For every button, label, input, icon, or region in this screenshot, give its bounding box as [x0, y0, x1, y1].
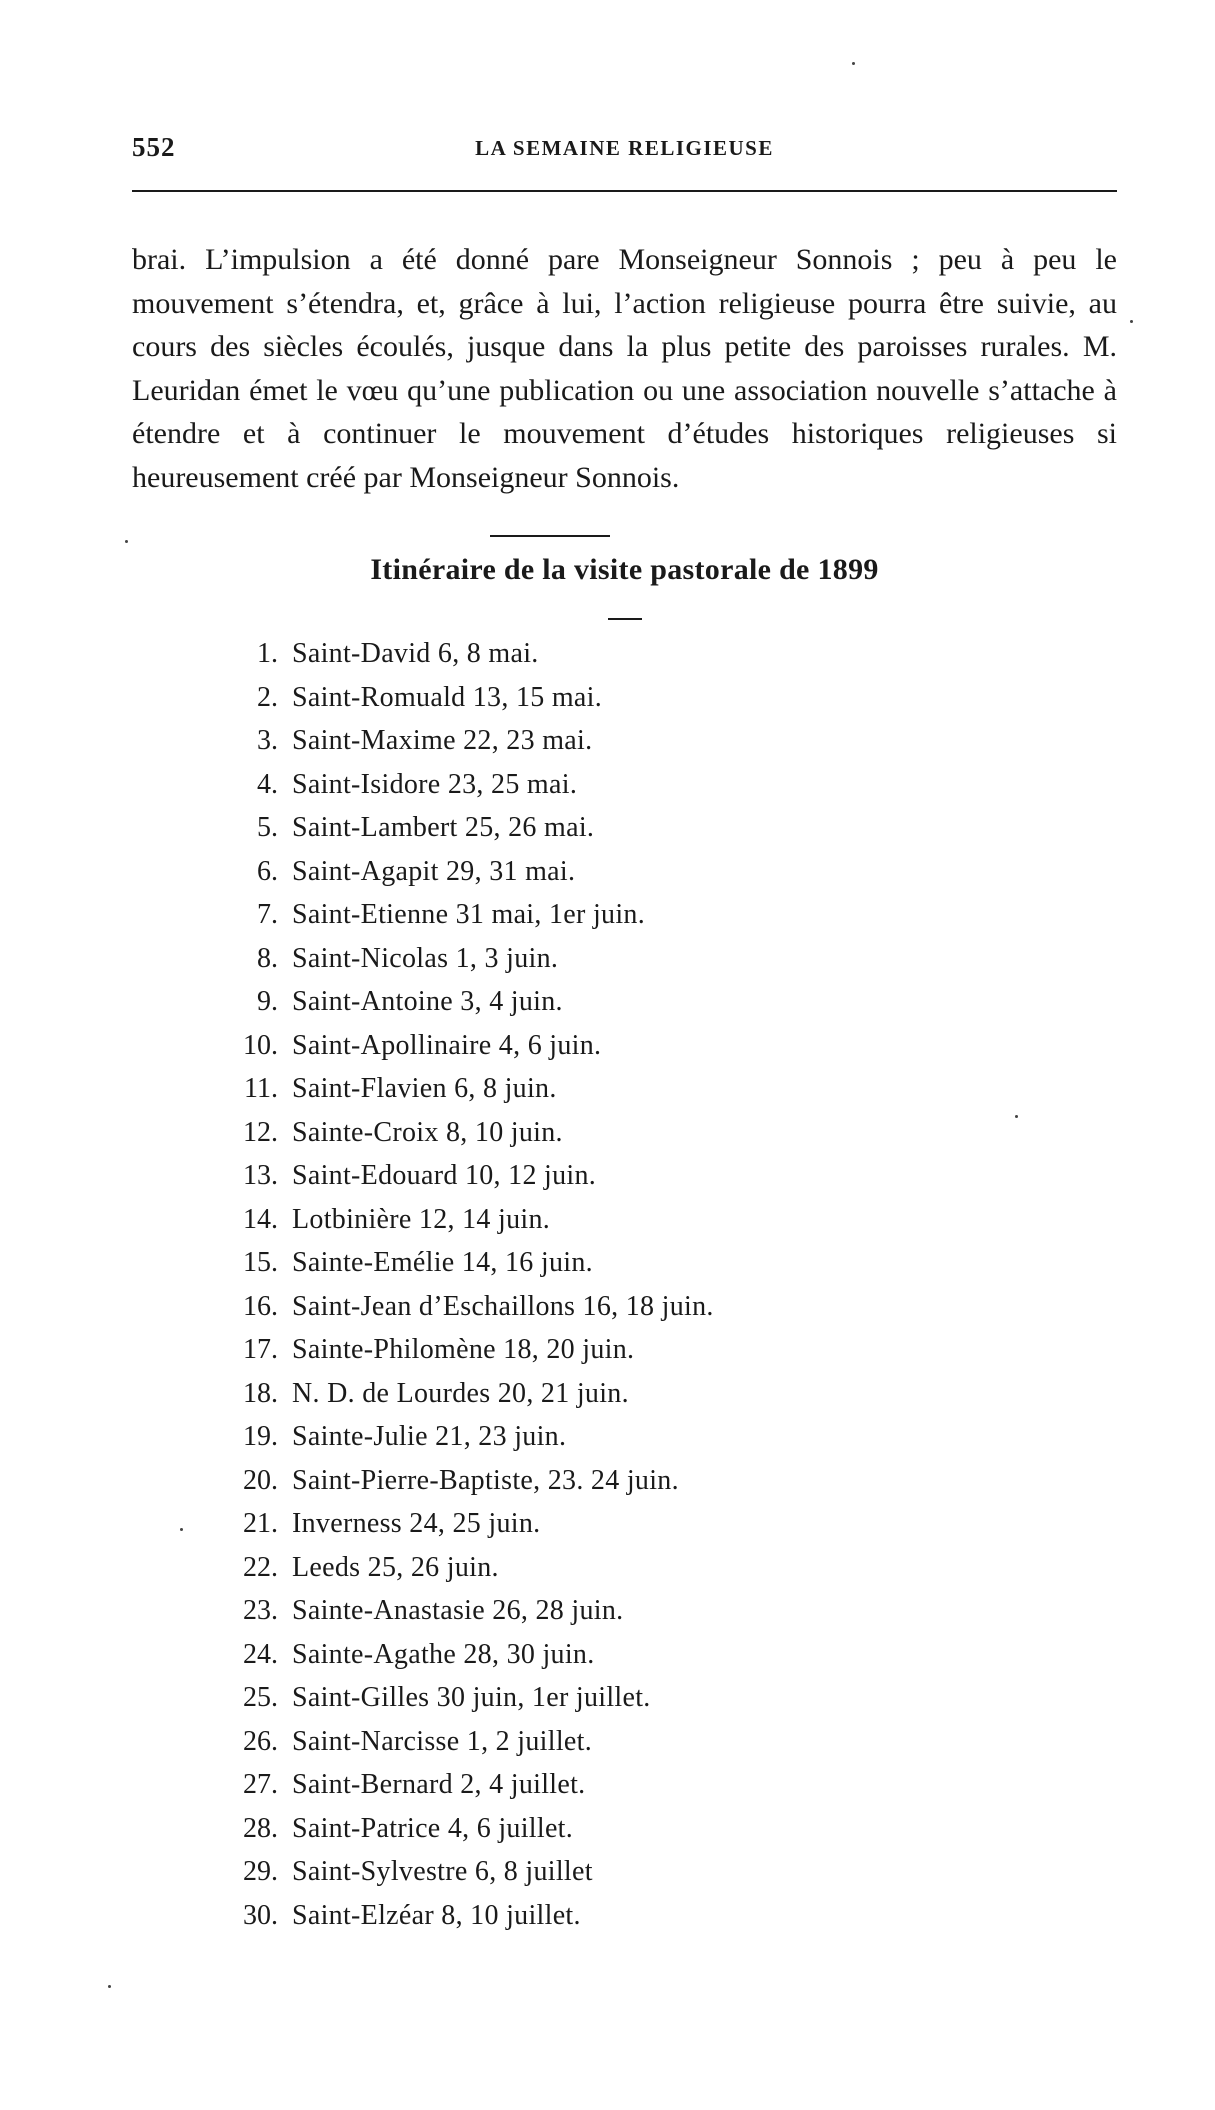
entry-number: 9.	[257, 986, 278, 1017]
itinerary-entry	[220, 1111, 1020, 1155]
entry-text: Sainte-Philomène 18, 20 juin.	[292, 1334, 635, 1365]
entry-text: Saint-Etienne 31 mai, 1er juin.	[292, 899, 645, 930]
itinerary-entry	[220, 1676, 1020, 1720]
entry-number: 21.	[243, 1508, 278, 1539]
scan-speck	[1130, 320, 1133, 323]
entry-text: Saint-Edouard 10, 12 juin.	[292, 1160, 597, 1191]
entry-number: 27.	[243, 1769, 278, 1800]
entry-number: 22.	[243, 1551, 278, 1583]
entry-number: 7.	[257, 899, 278, 930]
journal-title: LA SEMAINE RELIGIEUSE	[475, 136, 774, 160]
itinerary-entry	[220, 1198, 1020, 1242]
itinerary-entry	[220, 763, 1020, 807]
entry-number: 29.	[243, 1856, 278, 1887]
itinerary-entry	[220, 1415, 1020, 1459]
entry-number: 12.	[243, 1116, 278, 1148]
entry-number: 25.	[243, 1682, 278, 1713]
entry-text: Saint-Apollinaire 4, 6 juin.	[292, 1029, 602, 1061]
page-number: 552	[132, 132, 176, 162]
entry-text: Saint-Maxime 22, 23 mai.	[292, 725, 593, 756]
entry-text: Saint-Narcisse 1, 2 juillet.	[292, 1725, 593, 1757]
itinerary-entry	[220, 1328, 1020, 1372]
itinerary-entry	[220, 1502, 1020, 1546]
entry-number: 26.	[243, 1725, 278, 1757]
entry-number: 19.	[243, 1421, 278, 1452]
entry-text: Saint-Romuald 13, 15 mai.	[292, 681, 603, 713]
scan-speck	[108, 1985, 111, 1988]
itinerary-entry	[220, 1720, 1020, 1764]
itinerary-entry	[220, 893, 1020, 937]
scan-speck	[1015, 1115, 1018, 1118]
entry-number: 8.	[257, 942, 278, 974]
entry-number: 6.	[257, 855, 278, 887]
itinerary-entry	[220, 1372, 1020, 1416]
itinerary-entry	[220, 1589, 1020, 1633]
entry-text: Saint-Gilles 30 juin, 1er juillet.	[292, 1682, 651, 1713]
scan-speck	[125, 540, 128, 543]
itinerary-entry	[220, 1763, 1020, 1807]
itinerary-entry	[220, 1154, 1020, 1198]
entry-text: Saint-Patrice 4, 6 juillet.	[292, 1812, 574, 1844]
itinerary-entry	[220, 1067, 1020, 1111]
itinerary-entry	[220, 719, 1020, 763]
entry-number: 18.	[243, 1377, 278, 1409]
entry-number: 20.	[243, 1464, 278, 1496]
scan-speck	[852, 62, 855, 65]
entry-text: Saint-Bernard 2, 4 juillet.	[292, 1769, 586, 1800]
entry-text: Saint-Nicolas 1, 3 juin.	[292, 942, 559, 974]
title-dash	[608, 618, 642, 620]
entry-text: Saint-Isidore 23, 25 mai.	[292, 768, 578, 800]
entry-text: Saint-Flavien 6, 8 juin.	[292, 1073, 557, 1104]
entry-text: Sainte-Croix 8, 10 juin.	[292, 1116, 563, 1148]
entry-text: Saint-Jean d’Eschaillons 16, 18 juin.	[292, 1290, 714, 1322]
itinerary-entry	[220, 1807, 1020, 1851]
entry-text: N. D. de Lourdes 20, 21 juin.	[292, 1377, 629, 1409]
running-head	[132, 132, 1117, 172]
section-title: Itinéraire de la visite pastorale de 1899	[370, 553, 879, 586]
itinerary-entry	[220, 1241, 1020, 1285]
entry-text: Saint-Elzéar 8, 10 juillet.	[292, 1899, 581, 1931]
itinerary-entry	[220, 1285, 1020, 1329]
entry-number: 13.	[243, 1160, 278, 1191]
entry-number: 3.	[257, 725, 278, 756]
entry-number: 15.	[243, 1247, 278, 1278]
entry-text: Saint-Antoine 3, 4 juin.	[292, 986, 563, 1017]
itinerary-entry	[220, 806, 1020, 850]
entry-number: 23.	[243, 1595, 278, 1626]
itinerary-entry	[220, 1546, 1020, 1590]
entry-number: 28.	[243, 1812, 278, 1844]
itinerary-entry	[220, 1850, 1020, 1894]
itinerary-entry	[220, 980, 1020, 1024]
entry-text: Saint-Sylvestre 6, 8 juillet	[292, 1856, 593, 1887]
entry-number: 4.	[257, 768, 278, 800]
entry-number: 1.	[257, 638, 278, 669]
entry-text: Sainte-Anastasie 26, 28 juin.	[292, 1595, 624, 1626]
body-paragraph: brai. L’impulsion a été donné pare Monseigneur Sonnois ; peu à peu le mouvement s’étendra, et, grâce à lui, l’action religieuse pourra être suivie, au cours des siècles écoulés, jusque dans la plus petite des paroisses rurales. M. Leuridan émet le vœu qu’une publication ou une association nouvelle s’attache à étendre et à continuer le mouvement d’études historiques religieuses si heureusement créé par Monseigneur Sonnois.	[132, 243, 1117, 494]
itinerary-entry	[220, 1894, 1020, 1938]
header-rule	[132, 190, 1117, 192]
entry-text: Saint-Pierre-Baptiste, 23. 24 juin.	[292, 1464, 679, 1496]
entry-number: 11.	[244, 1073, 278, 1104]
entry-number: 5.	[257, 812, 278, 843]
scan-speck	[180, 1528, 183, 1531]
entry-text: Sainte-Agathe 28, 30 juin.	[292, 1638, 595, 1670]
entry-text: Saint-Lambert 25, 26 mai.	[292, 812, 595, 843]
entry-number: 30.	[243, 1899, 278, 1931]
itinerary-entry	[220, 632, 1020, 676]
section-divider	[490, 535, 610, 537]
entry-number: 14.	[243, 1203, 278, 1235]
entry-text: Lotbinière 12, 14 juin.	[292, 1203, 551, 1235]
itinerary-entry	[220, 676, 1020, 720]
entry-text: Saint-Agapit 29, 31 mai.	[292, 855, 576, 887]
itinerary-entry	[220, 1459, 1020, 1503]
entry-number: 17.	[243, 1334, 278, 1365]
entry-text: Sainte-Emélie 14, 16 juin.	[292, 1247, 593, 1278]
itinerary-entry	[220, 850, 1020, 894]
itinerary-entry	[220, 1024, 1020, 1068]
entry-number: 16.	[243, 1290, 278, 1322]
entry-text: Leeds 25, 26 juin.	[292, 1551, 499, 1583]
entry-number: 10.	[243, 1029, 278, 1061]
entry-number: 24.	[243, 1638, 278, 1670]
itinerary-entry	[220, 937, 1020, 981]
entry-text: Inverness 24, 25 juin.	[292, 1508, 541, 1539]
entry-text: Saint-David 6, 8 mai.	[292, 638, 539, 669]
itinerary-list	[220, 632, 1020, 1937]
entry-number: 2.	[257, 681, 278, 713]
itinerary-entry	[220, 1633, 1020, 1677]
entry-text: Sainte-Julie 21, 23 juin.	[292, 1421, 567, 1452]
